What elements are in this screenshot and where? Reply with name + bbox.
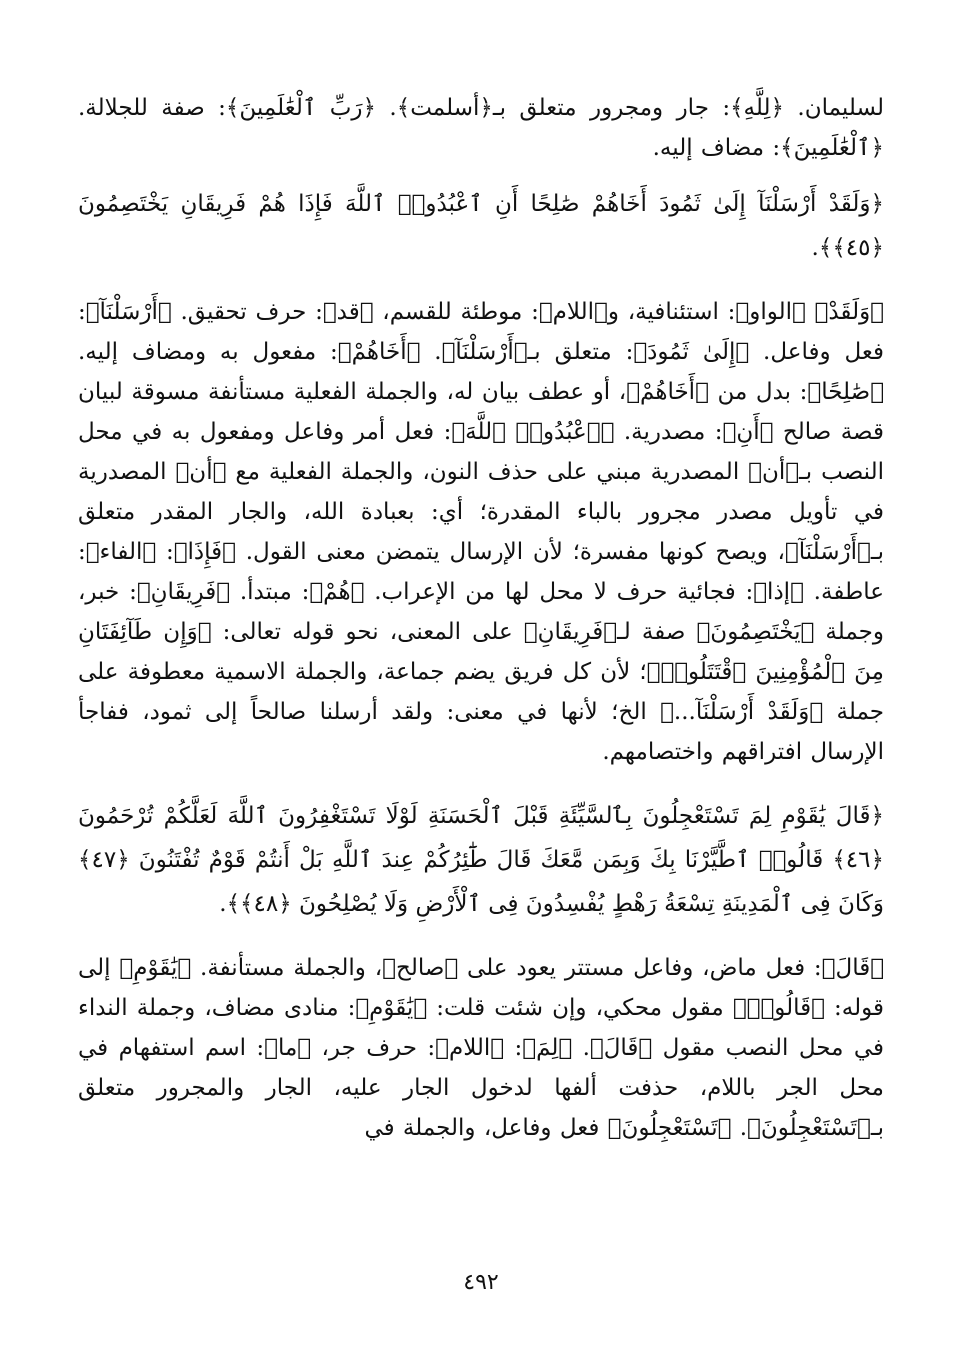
page-number: ٤٩٢ [463, 1270, 499, 1295]
quran-verse-block: ﴿قَالَ يَٰقَوْمِ لِمَ تَسْتَعْجِلُونَ بِٱلسَّيِّئَةِ قَبْلَ ٱلْحَسَنَةِ لَوْلَا تَسْتَغْفِرُونَ ٱللَّهَ لَعَلَّكُمْ تُرْحَمُونَ ﴿٤٦﴾ قَالُوا۟ ٱطَّيَّرْنَا بِكَ وَبِمَن مَّعَكَ قَالَ طَٰٓئِرُكُمْ عِندَ ٱللَّهِ بَلْ أَنتُمْ قَوْمٌ تُفْتَنُونَ ﴿٤٧﴾ وَكَانَ فِى ٱلْمَدِينَةِ تِسْعَةُ رَهْطٍ يُفْسِدُونَ فِى ٱلْأَرْضِ وَلَا يُصْلِحُونَ ﴿٤٨﴾﴾. [78, 803, 884, 917]
text-paragraph: لسليمان. ﴿لِلَّهِ﴾: جار ومجرور متعلق بـ﴿أسلمت﴾. ﴿رَبِّ ٱلْعَٰلَمِينَ﴾: صفة للجلالة. ﴿ٱلْعَٰلَمِينَ﴾: مضاف إليه. [78, 95, 884, 161]
grammar-analysis-paragraph: ﴿وَلَقَدْ﴾ ﴿الواو﴾: استئنافية، و﴿اللام﴾: موطئة للقسم، ﴿قد﴾: حرف تحقيق. ﴿أَرْسَلْنَآ﴾: فعل وفاعل. ﴿إِلَىٰ ثَمُودَ﴾: متعلق بـ﴿أَرْسَلْنَآ﴾. ﴿أَخَاهُمْ﴾: مفعول به ومضاف إليه. ﴿صَٰلِحًا﴾: بدل من ﴿أَخَاهُمْ﴾، أو عطف بيان له، والجملة الفعلية مستأنفة مسوقة لبيان قصة صالح ﴿أَنِ﴾: مصدرية. ﴿ٱعْبُدُوا۟ ٱللَّهَ﴾: فعل أمر وفاعل ومفعول به في محل النصب بـ﴿أن﴾ المصدرية مبني على حذف النون، والجملة الفعلية مع ﴿أن﴾ المصدرية في تأويل مصدر مجرور بالباء المقدرة؛ أي: بعبادة الله، والجار المقدر متعلق بـ﴿أَرْسَلْنَآ﴾، ويصح كونها مفسرة؛ لأن الإرسال يتمضن معنى القول. ﴿فَإِذَا﴾: ﴿الفاء﴾: عاطفة. ﴿إذا﴾: فجائية حرف لا محل لها من الإعراب. ﴿هُمْ﴾: مبتدأ. ﴿فَرِيقَانِ﴾: خبر، وجملة ﴿يَخْتَصِمُونَ﴾ صفة لـ﴿فَرِيقَانِ﴾ على المعنى، نحو قوله تعالى: ﴿وَإِن طَآئِفَتَانِ مِنَ ٱلْمُؤْمِنِينَ ٱقْتَتَلُوا۟﴾؛ لأن كل فريق يضم جماعة، والجملة الاسمية معطوفة على جملة ﴿وَلَقَدْ أَرْسَلْنَآ...﴾ الخ؛ لأنها في معنى: ولقد أرسلنا صالحاً إلى ثمود، ففاجأ الإرسال افتراقهم واختصامهم. [78, 299, 884, 765]
grammar-analysis-paragraph: ﴿قَالَ﴾: فعل ماض، وفاعل مستتر يعود على ﴿صالح﴾، والجملة مستأنفة. ﴿يَٰقَوْمِ﴾ إلى قوله: ﴿قَالُوا۟﴾ مقول محكي، وإن شئت قلت: ﴿يَٰقَوْمِ﴾: منادى مضاف، وجملة النداء في محل النصب مقول ﴿قَالَ﴾. ﴿لِمَ﴾: ﴿اللام﴾: حرف جر، ﴿ما﴾: اسم استفهام في محل الجر باللام، حذفت ألفها لدخول الجار عليه، الجار والمجرور متعلق بـ﴿تَسْتَعْجِلُونَ﴾. ﴿تَسْتَعْجِلُونَ﴾ فعل وفاعل، والجملة في [78, 955, 884, 1141]
quran-verse-block: ﴿وَلَقَدْ أَرْسَلْنَآ إِلَىٰ ثَمُودَ أَخَاهُمْ صَٰلِحًا أَنِ ٱعْبُدُوا۟ ٱللَّهَ فَإِذَا هُمْ فَرِيقَانِ يَخْتَصِمُونَ ﴿٤٥﴾﴾. [78, 191, 884, 261]
book-page [78, 88, 884, 1275]
